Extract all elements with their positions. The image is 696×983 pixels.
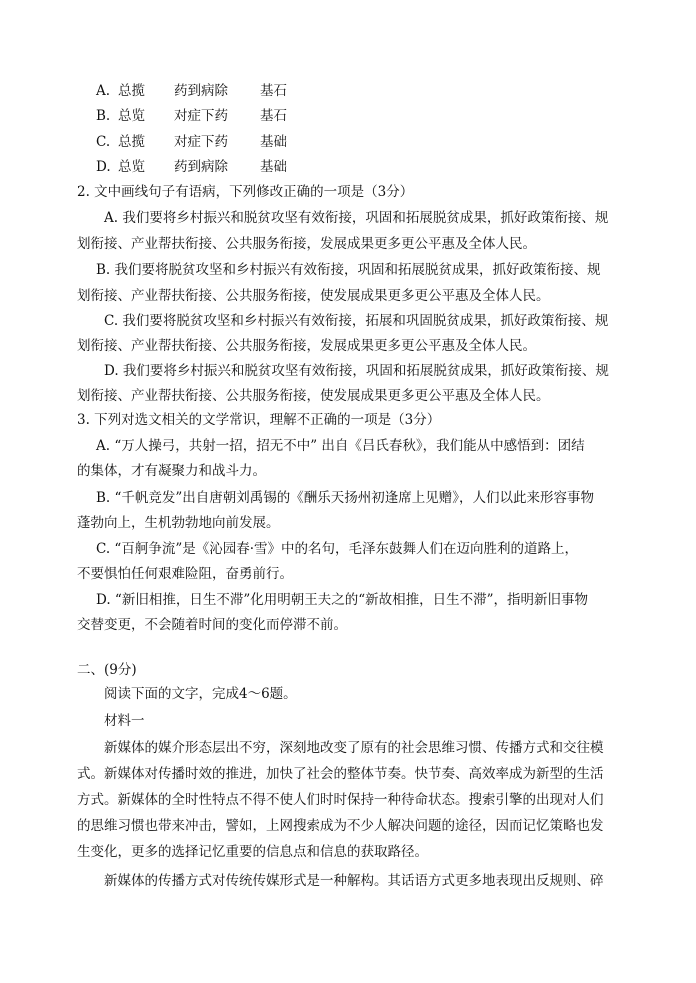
q3-option-c-line1: C. “百舸争流”是《沁园春·雪》中的名句，毛泽东鼓舞人们在迈向胜利的道路上， — [96, 541, 579, 557]
q1-option-d — [96, 157, 287, 177]
option-word: 药到病除 — [174, 83, 228, 99]
q1-option-c — [96, 132, 287, 152]
option-word: 基石 — [260, 83, 287, 99]
q3-option-b-line1: B. “千帆竞发”出自唐朝刘禹锡的《酬乐天扬州初逢席上见赠》，人们以此来形容事物 — [96, 490, 595, 506]
option-word: 对症下药 — [174, 134, 228, 150]
q2-option-d-line1: D. 我们要将乡村振兴和脱贫攻坚有效衔接，巩固和拓展脱贫成果，抓好政策衔接、规 — [104, 363, 609, 379]
option-label: A. — [96, 83, 111, 99]
q1-option-a — [96, 81, 287, 101]
option-label: D. — [96, 159, 111, 175]
q2-option-b-line2: 划衔接、产业帮扶衔接、公共服务衔接，使发展成果更多更公平惠及全体人民。 — [77, 288, 550, 304]
q3-stem: 3. 下列对选文相关的文学常识，理解不正确的一项是（3分） — [77, 412, 441, 428]
option-word: 基石 — [260, 108, 287, 124]
q3-option-a-line2: 的集体，才有凝聚力和战斗力。 — [77, 463, 266, 479]
option-word: 总揽 — [118, 83, 145, 99]
option-word: 基础 — [260, 134, 287, 150]
q3-option-b-line2: 蓬勃向上，生机勃勃地向前发展。 — [77, 515, 280, 531]
section2-heading: 二、(9分) — [77, 662, 137, 678]
material-heading: 材料一 — [104, 713, 145, 729]
q2-option-b-line1: B. 我们要将脱贫攻坚和乡村振兴有效衔接，巩固和拓展脱贫成果，抓好政策衔接、规 — [96, 262, 601, 278]
option-word: 基础 — [260, 159, 287, 175]
paragraph1-line1: 新媒体的媒介形态层出不穷，深刻地改变了原有的社会思维习惯、传播方式和交往模 — [104, 740, 604, 756]
q3-option-c-line2: 不要惧怕任何艰难险阻，奋勇前行。 — [77, 566, 293, 582]
q2-option-d-line2: 划衔接、产业帮扶衔接、公共服务衔接，使发展成果更多更公平惠及全体人民。 — [77, 388, 550, 404]
section2-instruction: 阅读下面的文字，完成4～6题。 — [104, 686, 297, 702]
option-word: 总揽 — [118, 134, 145, 150]
q2-option-c-line1: C. 我们要将脱贫攻坚和乡村振兴有效衔接，拓展和巩固脱贫成果，抓好政策衔接、规 — [104, 313, 609, 329]
paragraph1-line3: 方式。新媒体的全时性特点不得不使人们时时保持一种待命状态。搜索引擎的出现对人们 — [77, 792, 604, 808]
option-word: 总览 — [118, 108, 145, 124]
q3-option-d-line1: D. “新旧相推，日生不滞”化用明朝王夫之的“新故相推，日生不滞”，指明新旧事物 — [96, 592, 589, 608]
q1-option-b — [96, 106, 287, 126]
q2-stem: 2. 文中画线句子有语病，下列修改正确的一项是（3分） — [77, 184, 414, 200]
paragraph1-line2: 式。新媒体对传播时效的推进，加快了社会的整体节奏。快节奏、高效率成为新型的生活 — [77, 766, 604, 782]
option-word: 药到病除 — [174, 159, 228, 175]
q3-option-a-line1: A. “万人操弓，共射一招，招无不中” 出自《吕氏春秋》，我们能从中感悟到：团结 — [96, 438, 585, 454]
q3-option-d-line2: 交替变更，不会随着时间的变化而停滞不前。 — [77, 617, 347, 633]
paragraph1-line5: 生变化，更多的选择记忆重要的信息点和信息的获取路径。 — [77, 844, 428, 860]
paragraph1-line4: 的思维习惯也带来冲击，譬如，上网搜索成为不少人解决问题的途径，因而记忆策略也发 — [77, 818, 604, 834]
option-label: C. — [96, 134, 111, 150]
option-label: B. — [96, 108, 111, 124]
q2-option-a-line1: A. 我们要将乡村振兴和脱贫攻坚有效衔接，巩固和拓展脱贫成果，抓好政策衔接、规 — [104, 210, 609, 226]
option-word: 对症下药 — [174, 108, 228, 124]
paragraph2-line1: 新媒体的传播方式对传统传媒形式是一种解构。其话语方式更多地表现出反规则、碎 — [104, 873, 604, 889]
q2-option-a-line2: 划衔接、产业帮扶衔接、公共服务衔接，发展成果更多更公平惠及全体人民。 — [77, 236, 536, 252]
q2-option-c-line2: 划衔接、产业帮扶衔接、公共服务衔接，发展成果更多更公平惠及全体人民。 — [77, 338, 536, 354]
option-word: 总览 — [118, 159, 145, 175]
